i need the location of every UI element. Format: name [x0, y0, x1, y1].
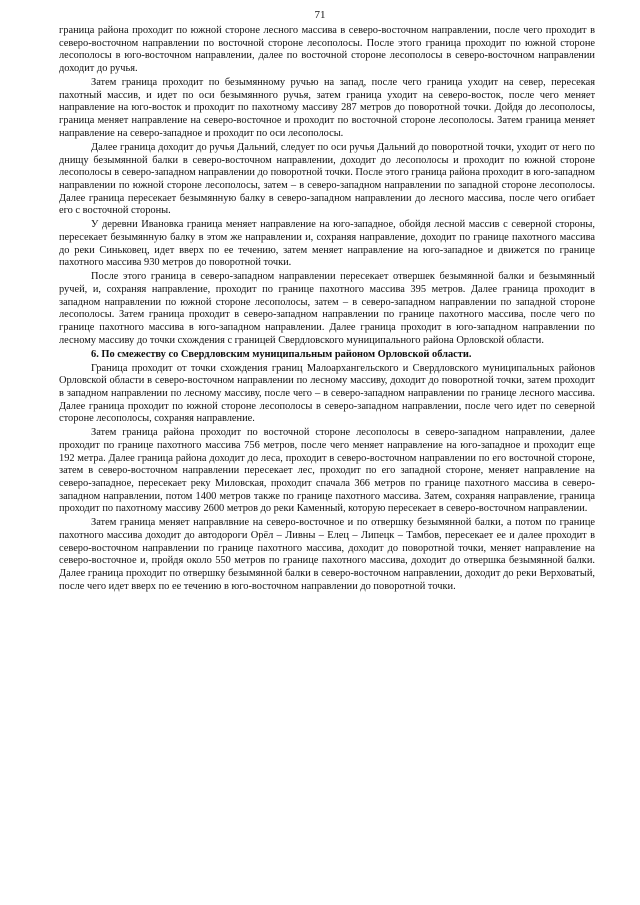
paragraph-2: Затем граница проходит по безымянному ручью на запад, после чего граница уходит на север, пересекая пахотный массив, и идет по оси безымянного ручья, затем граница уходит на северо-восток, после чего меняет направление на юго-восток и проходит по пахотному массиву 287 метров до поворотной точки. Дойдя до лесополосы, граница меняет направление на северо-восточное и проходит по восточной стороне лесополосы. Затем граница меняет направление на северо-западное и проходит по оси лесополосы. — [59, 77, 595, 139]
page-number: 71 — [314, 9, 326, 21]
paragraph-4: У деревни Ивановка граница меняет направление на юго-западное, обойдя лесной массив с северной стороны, пересекает безымянную балку в этом же направлении и, сохраняя направление, доходит по границе пахотного массива до реки Синьковец, идет вверх по ее течению, затем меняет направление на юго-западное и движется по границе пахотного массива 930 метров до поворотной точки. — [59, 219, 595, 269]
document-body — [59, 25, 595, 595]
paragraph-1: граница района проходит по южной стороне лесного массива в северо-восточном направлении, после чего проходит в северо-восточном направлении по восточной стороне лесополосы. После этого граница проходит по южной стороне лесополосы в юго-восточном направлении, далее по восточной стороне лесополосы в северо-восточном направлении доходит до ручья. — [59, 25, 595, 74]
section-heading: 6. По смежеству со Свердловским муниципальным районом Орловской области. — [91, 348, 472, 360]
paragraph-3: Далее граница доходит до ручья Дальний, следует по оси ручья Дальний до поворотной точки, уходит от него по днищу безымянной балки в северо-восточном направлении, доходит до лесополосы и проходит по южной стороне лесополосы в северо-западном направлении до поворотной точки. После этого граница района проходит в юго-западном направлении по южной стороне лесополосы, затем – в северо-западном направлении по западной стороне лесополосы. Далее граница пересекает безымянную балку в северо-западном направлении до лесного массива, после чего огибает его с восточной стороны. — [59, 141, 596, 217]
paragraph-5: После этого граница в северо-западном направлении пересекает отвершек безымянной балки и безымянный ручей, и, сохраняя направление, проходит по границе пахотного массива 395 метров. Далее граница проходит в западном направлении по южной стороне лесополосы, затем – в северо-западном направлении по западной стороне лесополосы. Затем граница проходит в северо-западном направлении по границе пахотного массива, после чего по границе пахотного массива в юго-западном направлении. Далее граница проходит в юго-западном направлении по лесному массиву до точки схождения с границей Свердловского муниципального района Орловской области. — [59, 271, 595, 346]
section-paragraph-2: Затем граница района проходит по восточной стороне лесополосы в северо-западном направлении, далее проходит по границе пахотного массива 756 метров, после чего меняет направление на юго-западное и проходит еще 192 метра. Далее граница района доходит до леса, проходит в северо-восточном направлении по его восточной стороне, затем в северо-восточном направлении пересекает лес, проходит по его западной стороне, меняет направление на северо-западное, пересекает реку Миловская, проходит спачала 366 метров по границе пахотного массива в северо-западном направлении, потом 1400 метров также по границе пахотного массива. Затем, сохраняя направление, граница проходит по пахотному массиву 2600 метров до реки Каменный, которую пересекает в северо-восточном направлении. — [59, 427, 595, 515]
section-paragraph-3: Затем граница меняет направлвние на северо-восточное и по отвершку безымянной балки, а потом по границе пахотного массива доходит до автодороги Орёл – Ливны – Елец – Липецк – Тамбов, пересекает ее и далее проходит в северо-восточном направлении по границе пахотного массива, доходит до поворотной точки, меняет направление на северо-восточное и, пройдя около 550 метров по границе пахотного массива, доходит до отвершка безымянной балки. Далее граница проходит по отвершку безымянной балки в северо-восточном направлении, доходит до реки Верховатый, после чего идет вверх по ее течению в юго-восточном направлении до поворотной точки. — [59, 517, 595, 592]
section-paragraph-1: Граница проходит от точки схождения границ Малоархангельского и Свердловского муниципальных районов Орловской области в северо-восточном направлении по лесному массиву, доходит до поворотной точки, затем проходит в западном направлении по лесному массиву, после чего – в северо-западном направлении по границе лесного массива. Далее граница проходит по южной стороне лесополосы в северо-западном направлении, после чего идет по северной стороне лесополосы, сохраняя направление. — [59, 362, 595, 425]
